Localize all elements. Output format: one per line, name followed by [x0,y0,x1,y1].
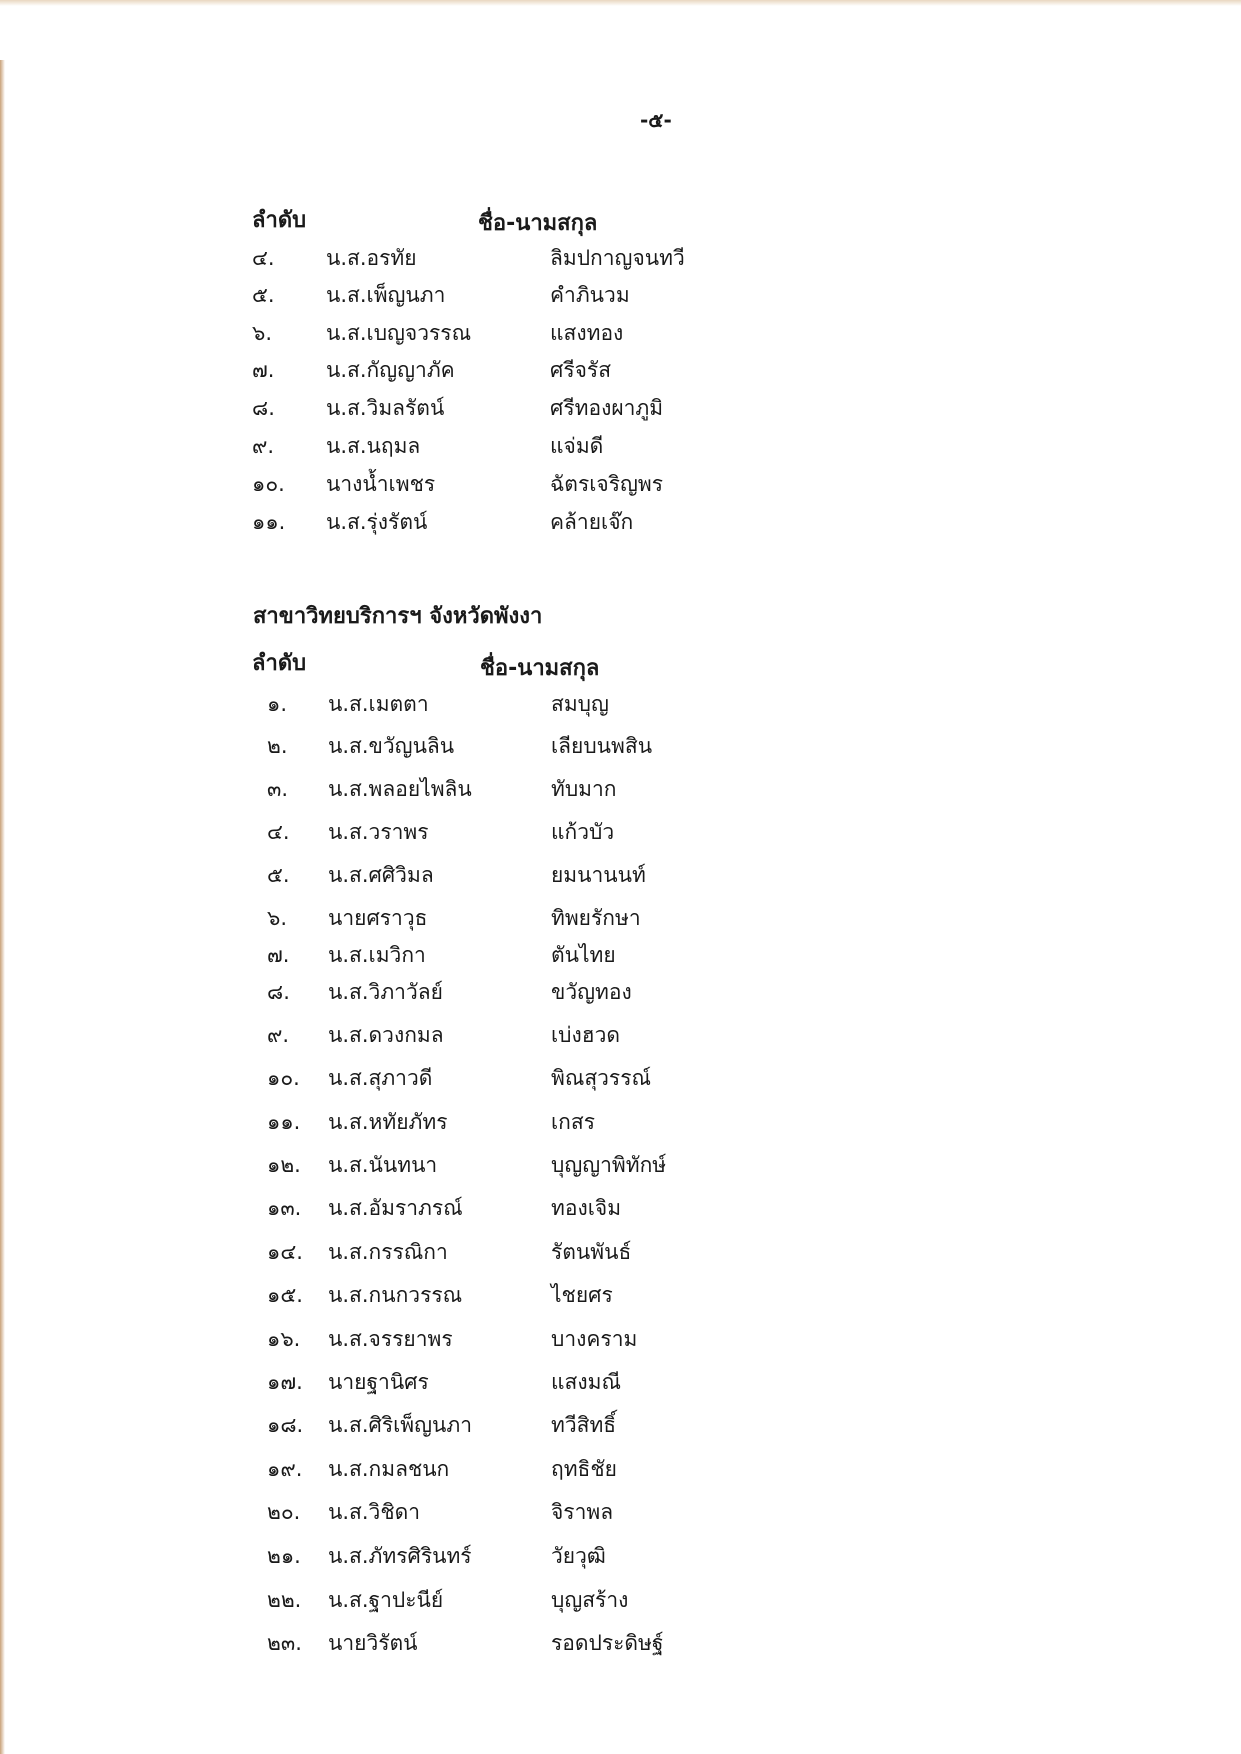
row-number: ๕. [252,283,275,307]
row-number: ๑๐. [267,1066,300,1090]
first-name: น.ส.อัมราภรณ์ [328,1196,463,1220]
first-name: น.ส.เพ็ญนภา [326,283,446,307]
list-item [0,1063,1241,1099]
last-name: บุญสร้าง [551,1588,629,1612]
row-number: ๗. [252,358,275,382]
first-name: นายวิรัตน์ [328,1631,418,1655]
first-name: น.ส.ศิริเพ็ญนภา [328,1413,473,1437]
list-item [0,903,1241,939]
row-number: ๑๑. [267,1110,301,1134]
row-number: ๑๐. [252,472,285,496]
last-name: ลิมปกาญจนทวี [550,246,685,270]
list-item [0,689,1241,725]
list-item [0,1585,1241,1621]
first-name: น.ส.สุภาวดี [328,1066,433,1090]
first-name: น.ส.ดวงกมล [328,1023,444,1047]
list-item [0,1150,1241,1186]
first-name: น.ส.เบญจวรรณ [326,321,472,345]
last-name: พิณสุวรรณ์ [551,1066,651,1090]
row-number: ๔. [252,246,275,270]
row-number: ๖. [252,321,273,345]
list-item [0,1193,1241,1229]
first-name: น.ส.ภัทรศิรินทร์ [328,1544,472,1568]
last-name: ทิพยรักษา [551,906,641,930]
last-name: ทวีสิทธิ์ [551,1413,617,1437]
last-name: ฤทธิชัย [551,1457,617,1481]
page-top-edge [0,0,1241,6]
row-number: ๗. [267,943,290,967]
row-number: ๑๘. [267,1413,304,1437]
last-name: คำภินวม [550,283,630,307]
row-number: ๑๒. [267,1153,301,1177]
list-item [0,977,1241,1013]
last-name: ฉัตรเจริญพร [550,472,663,496]
page-number: -๕- [640,108,672,132]
last-name: วัยวุฒิ [551,1544,606,1568]
first-name: น.ส.นฤมล [326,434,421,458]
row-number: ๑๕. [267,1283,303,1307]
row-number: ๖. [267,906,288,930]
first-name: นายศราวุธ [328,906,428,930]
row-number: ๒. [267,734,288,758]
list-item [0,1020,1241,1056]
first-name: น.ส.พลอยไพลิน [328,777,472,801]
first-name: น.ส.ขวัญนลิน [328,734,455,758]
list-item [0,1628,1241,1664]
list-item [0,355,1241,391]
row-number: ๙. [252,434,275,458]
name-header: ชื่อ-นามสกุล [478,211,598,236]
last-name: แสงมณี [551,1370,621,1394]
first-name: น.ส.หทัยภัทร [328,1110,448,1134]
first-name: น.ส.รุ่งรัตน์ [326,510,428,534]
list-item [0,1367,1241,1403]
first-name: น.ส.วราพร [328,820,429,844]
list-item [0,1237,1241,1273]
first-name: น.ส.วิมลรัตน์ [326,396,445,420]
list-item [0,1497,1241,1533]
list-item [0,431,1241,467]
list-item [0,1541,1241,1577]
name-header: ชื่อ-นามสกุล [480,656,600,681]
list-item [0,940,1241,976]
last-name: บางคราม [551,1327,638,1351]
last-name: เลียบนพสิน [551,734,653,758]
list-item [0,507,1241,543]
first-name: น.ส.กมลชนก [328,1457,450,1481]
first-name: น.ส.อรทัย [326,246,417,270]
row-number: ๑. [267,692,288,716]
row-number: ๑๓. [267,1196,302,1220]
last-name: ไชยศร [551,1283,613,1307]
first-name: น.ส.วิชิดา [328,1500,420,1524]
row-number: ๙. [267,1023,290,1047]
list-item [0,1107,1241,1143]
order-header: ลำดับ [252,208,307,233]
last-name: เกสร [551,1110,595,1134]
list-item [0,318,1241,354]
list-item [0,280,1241,316]
row-number: ๑๑. [252,510,286,534]
row-number: ๒๑. [267,1544,301,1568]
first-name: น.ส.เมวิกา [328,943,426,967]
order-header: ลำดับ [252,651,307,676]
last-name: ตันไทย [551,943,616,967]
last-name: แก้วบัว [551,820,615,844]
list-item [0,860,1241,896]
row-number: ๒๐. [267,1500,301,1524]
list-item [0,469,1241,505]
last-name: จิราพล [551,1500,614,1524]
list-item [0,1454,1241,1490]
last-name: ทับมาก [551,777,617,801]
list-item [0,1280,1241,1316]
row-number: ๘. [267,980,290,1004]
first-name: นางน้ำเพชร [326,472,436,496]
first-name: น.ส.ศศิวิมล [328,863,434,887]
row-number: ๔. [267,820,290,844]
first-name: น.ส.เมตตา [328,692,429,716]
row-number: ๘. [252,396,275,420]
first-name: น.ส.วิภาวัลย์ [328,980,443,1004]
first-name: น.ส.นันทนา [328,1153,438,1177]
row-number: ๑๔. [267,1240,303,1264]
last-name: เบ่งฮวด [551,1023,621,1047]
row-number: ๑๖. [267,1327,301,1351]
row-number: ๑๙. [267,1457,303,1481]
list-item [0,774,1241,810]
last-name: แสงทอง [550,321,624,345]
last-name: ยมนานนท์ [551,863,646,887]
last-name: รอดประดิษฐ์ [551,1631,664,1655]
last-name: แจ่มดี [550,434,604,458]
row-number: ๓. [267,777,289,801]
section-title: สาขาวิทยบริการฯ จังหวัดพังงา [253,604,543,629]
list-item [0,731,1241,767]
first-name: น.ส.ฐาปะนีย์ [328,1588,444,1612]
list-item [0,1410,1241,1446]
first-name: น.ส.จรรยาพร [328,1327,453,1351]
last-name: ขวัญทอง [551,980,632,1004]
last-name: ทองเจิม [551,1196,622,1220]
list-item [0,243,1241,279]
first-name: น.ส.กนกวรรณ [328,1283,463,1307]
list-item [0,1324,1241,1360]
last-name: รัตนพันธ์ [551,1240,632,1264]
last-name: ศรีจรัส [550,358,612,382]
first-name: นายฐานิศร [328,1370,429,1394]
last-name: ศรีทองผาภูมิ [550,396,664,420]
row-number: ๒๓. [267,1631,302,1655]
list-item [0,817,1241,853]
last-name: บุญญาพิทักษ์ [551,1153,667,1177]
last-name: คล้ายเจ๊ก [550,510,634,534]
first-name: น.ส.กัญญาภัค [326,358,455,382]
first-name: น.ส.กรรณิกา [328,1240,448,1264]
last-name: สมบุญ [551,692,609,716]
row-number: ๒๒. [267,1588,302,1612]
list-item [0,393,1241,429]
row-number: ๑๗. [267,1370,303,1394]
row-number: ๕. [267,863,290,887]
